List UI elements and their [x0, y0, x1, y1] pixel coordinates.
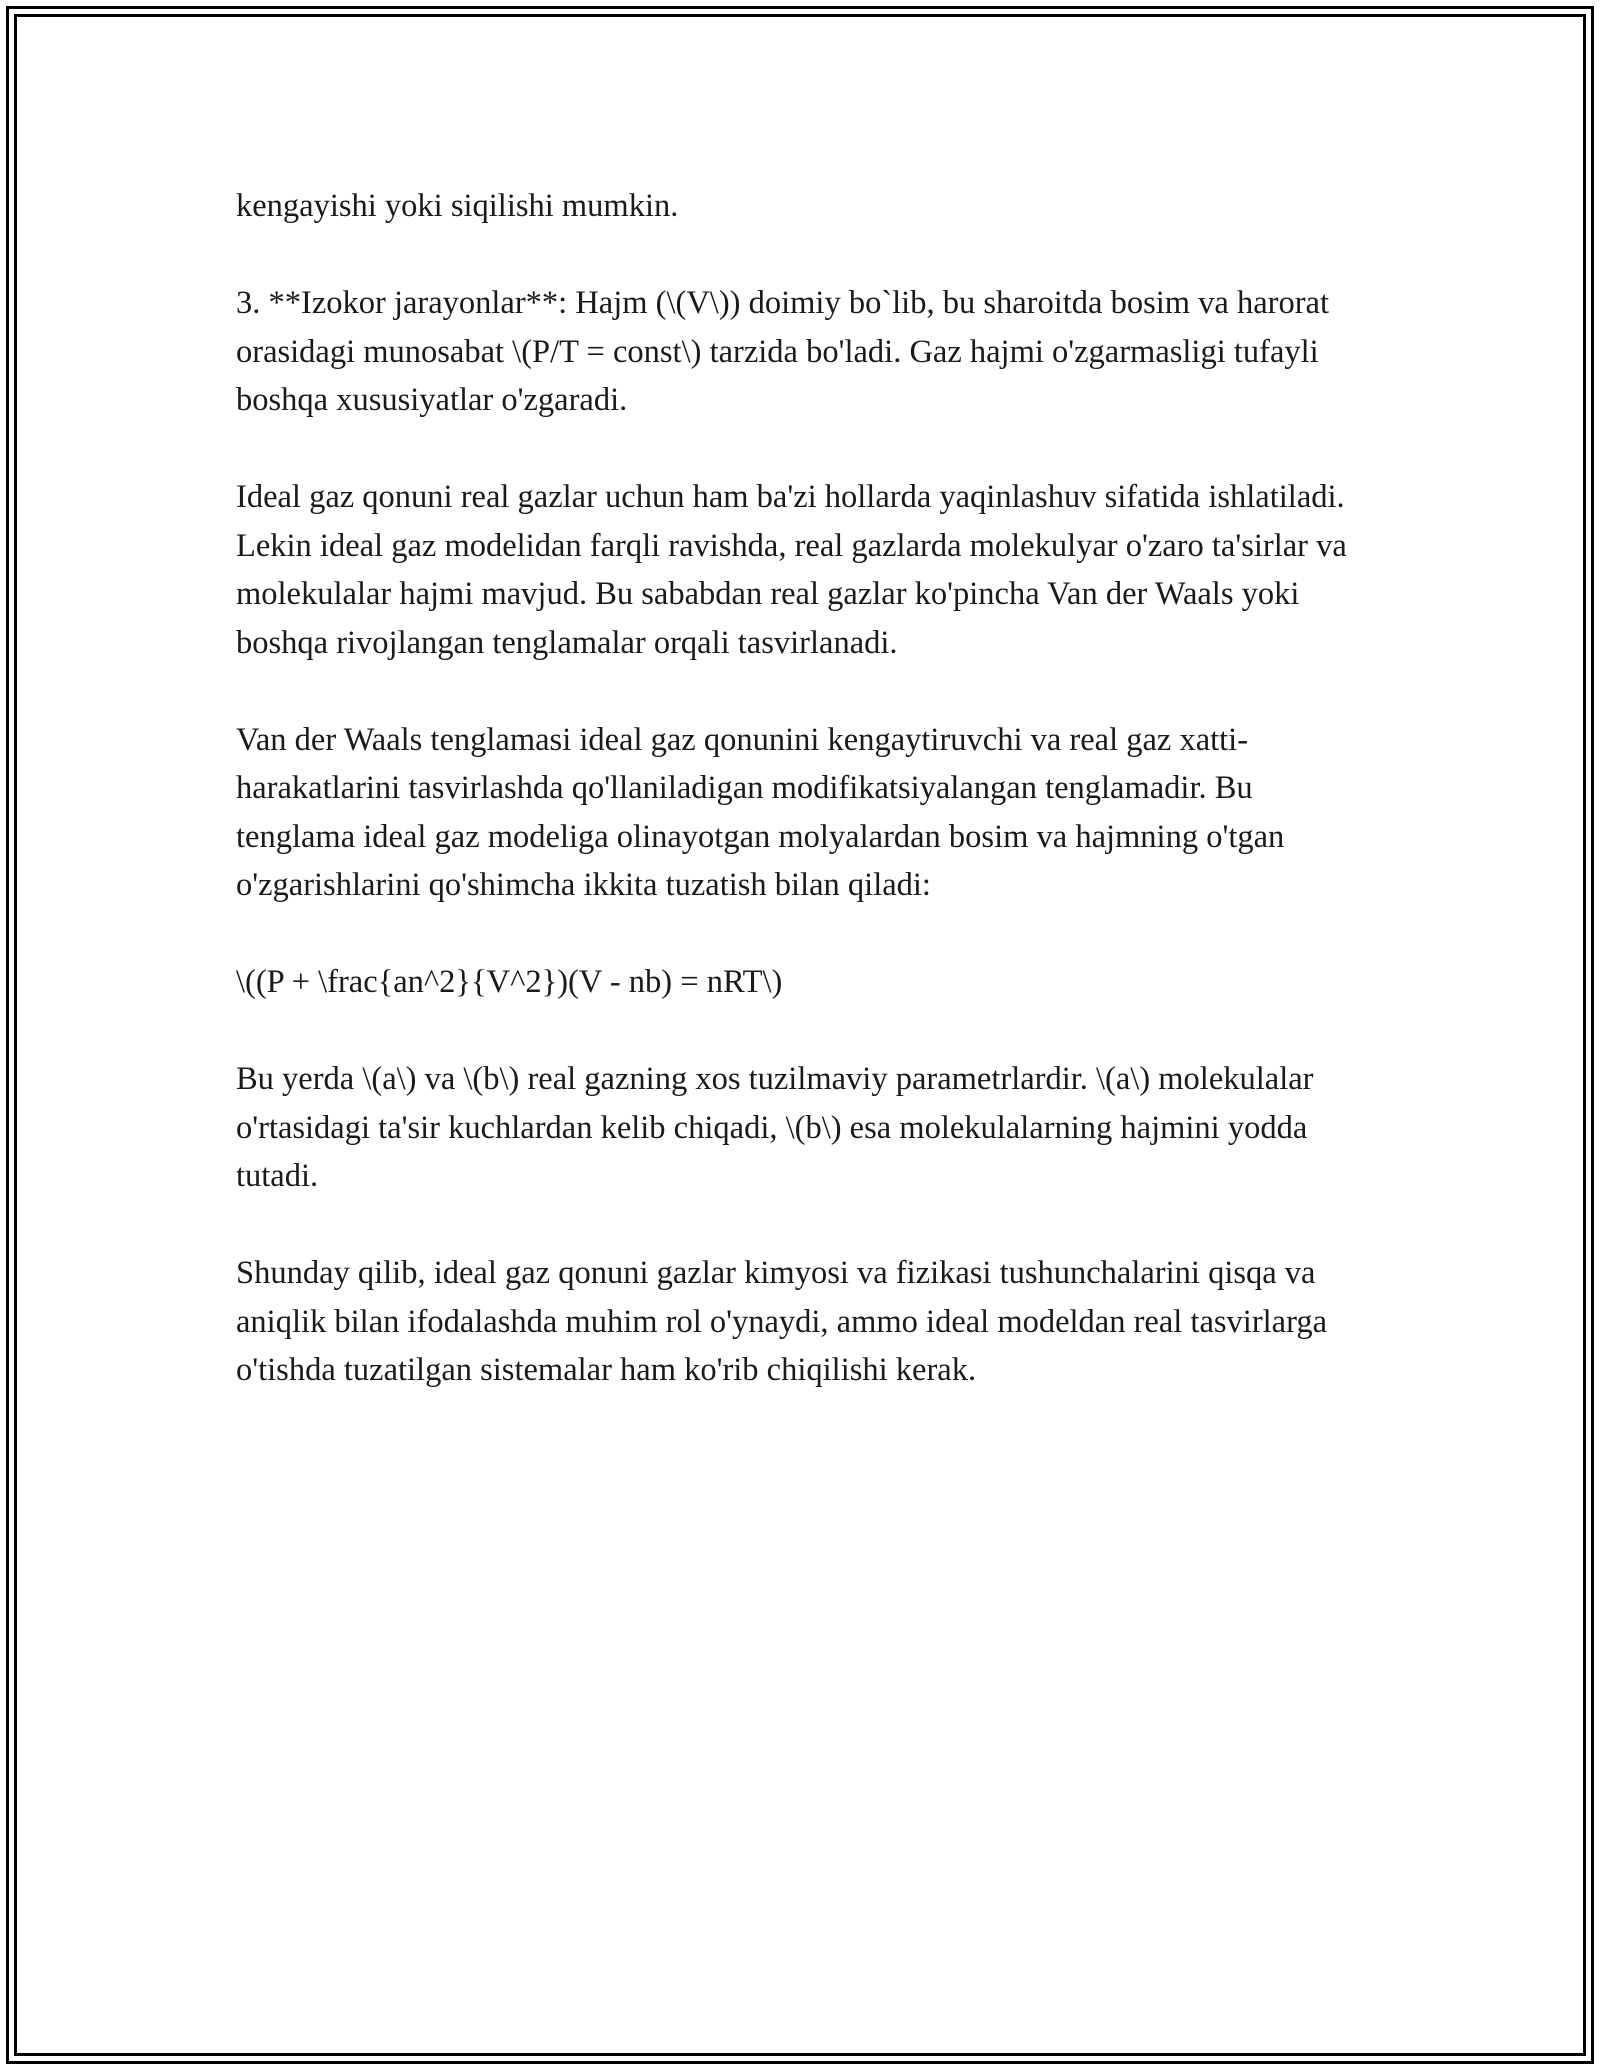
paragraph-isochoric-process: 3. **Izokor jarayonlar**: Hajm (\(V\)) doimiy bo`lib, bu sharoitda bosim va harorat orasidagi munosabat \(P/T = const\) tarzida bo'ladi. Gaz hajmi o'zgarmasligi tufayli boshqa xususiyatlar o'zgaradi. — [236, 285, 1329, 418]
paragraph-conclusion: Shunday qilib, ideal gaz qonuni gazlar kimyosi va fizikasi tushunchalarini qisqa va aniqlik bilan ifodalashda muhim rol o'ynaydi, ammo ideal modeldan real tasvirlarga o'tishda tuzatilgan sistemalar ham ko'rib chiqilishi kerak. — [236, 1255, 1328, 1388]
paragraph-parameters: Bu yerda \(a\) va \(b\) real gazning xos tuzilmaviy parametrlardir. \(a\) molekulalar o'rtasidagi ta'sir kuchlardan kelib chiqadi, \(b\) esa molekulalarning hajmini yodda tutadi. — [236, 1061, 1314, 1194]
equation-van-der-waals: \((P + \frac{an^2}{V^2})(V - nb) = nRT\) — [236, 964, 783, 1000]
paragraph-continuation: kengayishi yoki siqilishi mumkin. — [236, 188, 679, 224]
document-body — [236, 182, 1366, 1443]
paragraph-van-der-waals: Van der Waals tenglamasi ideal gaz qonunini kengaytiruvchi va real gaz xatti-harakatlarini tasvirlashda qo'llaniladigan modifikatsiyalangan tenglamadir. Bu tenglama ideal gaz modeliga olinayotgan molyalardan bosim va hajmning o'tgan o'zgarishlarini qo'shimcha ikkita tuzatish bilan qiladi: — [236, 721, 1285, 903]
paragraph-real-gases: Ideal gaz qonuni real gazlar uchun ham ba'zi hollarda yaqinlashuv sifatida ishlatiladi. Lekin ideal gaz modelidan farqli ravishda, real gazlarda molekulyar o'zaro ta'sirlar va molekulalar hajmi mavjud. Bu sababdan real gazlar ko'pincha Van der Waals yoki boshqa rivojlangan tenglamalar orqali tasvirlanadi. — [236, 479, 1347, 661]
